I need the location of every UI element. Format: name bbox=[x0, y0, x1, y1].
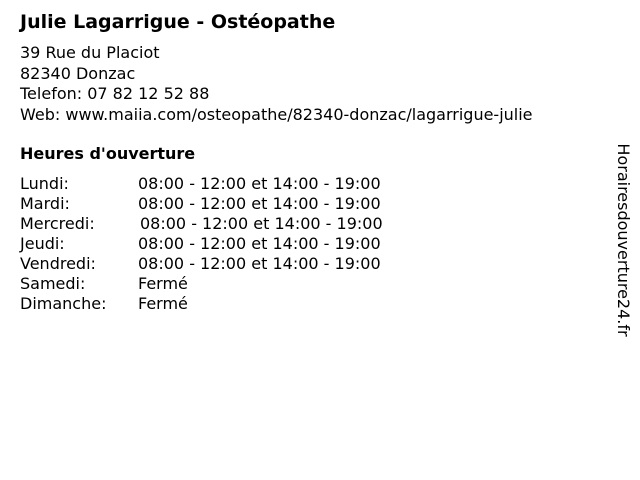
day-hours: 08:00 - 12:00 et 14:00 - 19:00 bbox=[138, 194, 381, 213]
day-label: Mardi: bbox=[20, 194, 70, 213]
day-hours: 08:00 - 12:00 et 14:00 - 19:00 bbox=[140, 214, 383, 233]
hours-row-monday bbox=[20, 174, 440, 194]
day-hours: Fermé bbox=[138, 274, 188, 293]
day-hours: 08:00 - 12:00 et 14:00 - 19:00 bbox=[138, 174, 381, 193]
day-label: Vendredi: bbox=[20, 254, 96, 273]
hours-row-tuesday bbox=[20, 194, 440, 214]
contact-block bbox=[20, 43, 533, 125]
day-label: Mercredi: bbox=[20, 214, 95, 233]
day-label: Dimanche: bbox=[20, 294, 107, 313]
day-hours: 08:00 - 12:00 et 14:00 - 19:00 bbox=[138, 234, 381, 253]
hours-row-sunday bbox=[20, 294, 440, 314]
day-label: Samedi: bbox=[20, 274, 86, 293]
opening-hours-heading: Heures d'ouverture bbox=[20, 144, 196, 163]
opening-hours-list bbox=[20, 174, 440, 314]
website: Web: www.maiia.com/osteopathe/82340-donzac/lagarrigue-julie bbox=[20, 104, 533, 124]
phone-number: Telefon: 07 82 12 52 88 bbox=[20, 84, 210, 103]
hours-row-thursday bbox=[20, 234, 440, 254]
city-postcode: 82340 Donzac bbox=[20, 63, 136, 83]
street-address: 39 Rue du Placiot bbox=[20, 43, 160, 62]
hours-row-friday bbox=[20, 254, 440, 274]
day-label: Jeudi: bbox=[20, 234, 65, 253]
day-hours: 08:00 - 12:00 et 14:00 - 19:00 bbox=[138, 254, 381, 273]
hours-row-wednesday bbox=[20, 214, 440, 234]
hours-row-saturday bbox=[20, 274, 440, 294]
day-label: Lundi: bbox=[20, 174, 69, 193]
business-title: Julie Lagarrigue - Ostéopathe bbox=[20, 11, 336, 33]
site-watermark: Horairesdouverture24.fr bbox=[614, 143, 633, 337]
day-hours: Fermé bbox=[138, 294, 188, 313]
